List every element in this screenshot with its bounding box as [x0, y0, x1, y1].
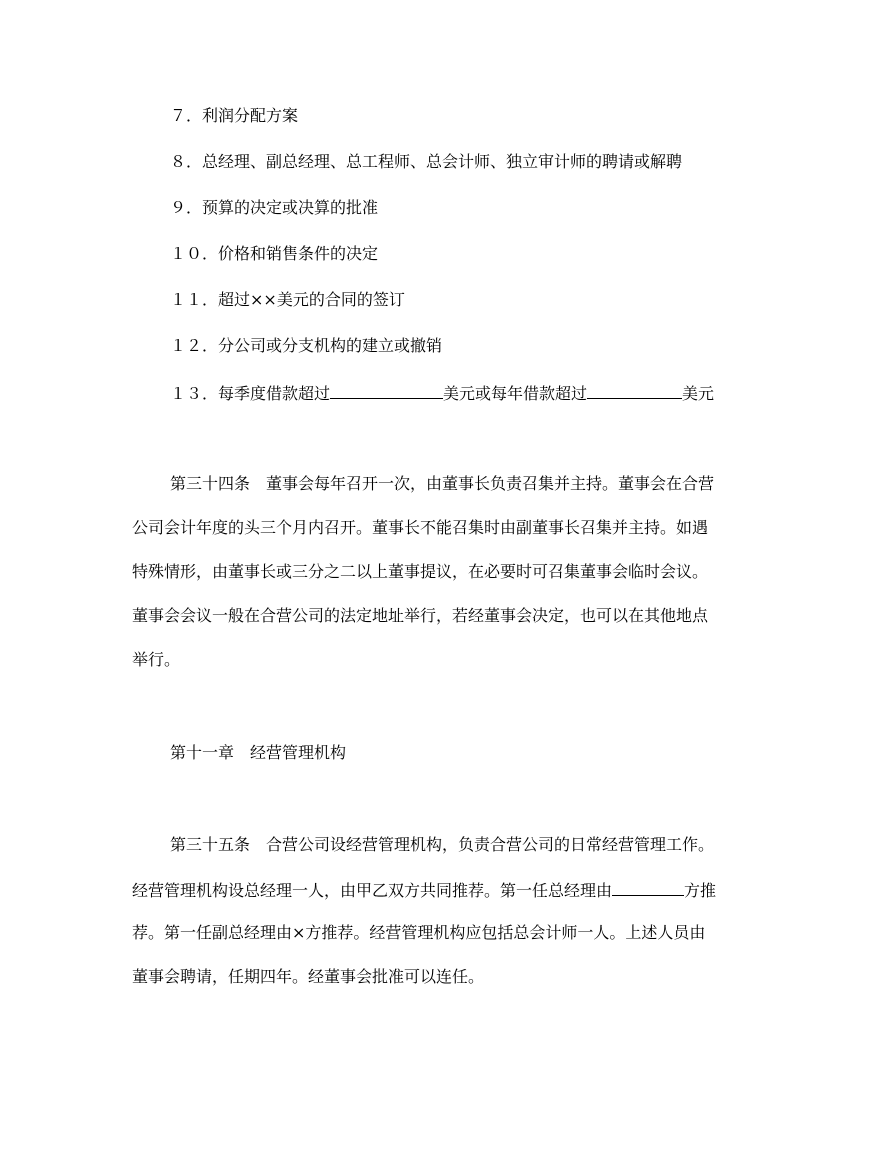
article-35-line-2-end: 方推: [684, 881, 717, 900]
list-item-12: １２．分公司或分支机构的建立或撤销: [170, 336, 443, 355]
article-34-line-4: 董事会会议一般在合营公司的法定地址举行，若经董事会决定，也可以在其他地点: [132, 606, 709, 625]
article-34-line-2: 公司会计年度的头三个月内召开。董事长不能召集时由副董事长召集并主持。如遇: [132, 518, 709, 537]
list-item-13: [170, 382, 810, 404]
list-item-7: ７．利润分配方案: [170, 106, 299, 125]
item13-text-1: １３．每季度借款超过: [170, 384, 331, 403]
list-item-11: １１．超过××美元的合同的签订: [170, 290, 405, 309]
article-35-line-4: 董事会聘请，任期四年。经董事会批准可以连任。: [132, 967, 485, 986]
article-35-line-2-text: 经营管理机构设总经理一人，由甲乙双方共同推荐。第一任总经理由: [132, 881, 613, 900]
item13-text-2: 美元或每年借款超过: [443, 384, 588, 403]
item13-text-3: 美元: [682, 384, 715, 403]
blank-underline-quarterly: [330, 382, 443, 399]
list-item-10: １０．价格和销售条件的决定: [170, 244, 379, 263]
article-34-line-3: 特殊情形，由董事长或三分之二以上董事提议，在必要时可召集董事会临时会议。: [132, 562, 709, 581]
article-34-line-5: 举行。: [132, 650, 181, 669]
blank-underline-yearly: [587, 382, 682, 399]
list-item-8: ８．总经理、副总经理、总工程师、总会计师、独立审计师的聘请或解聘: [170, 152, 683, 171]
list-item-9: ９．预算的决定或决算的批准: [170, 198, 379, 217]
blank-underline-general-manager: [612, 879, 684, 896]
article-35-line-2: [132, 879, 772, 901]
article-35-line-3: 荐。第一任副总经理由×方推荐。经营管理机构应包括总会计师一人。上述人员由: [132, 923, 706, 942]
chapter-11-heading: 第十一章 经营管理机构: [170, 743, 347, 762]
article-34-line-1: 第三十四条 董事会每年召开一次，由董事长负责召集并主持。董事会在合营: [170, 474, 715, 493]
article-35-line-1: 第三十五条 合营公司设经营管理机构，负责合营公司的日常经营管理工作。: [170, 835, 715, 854]
